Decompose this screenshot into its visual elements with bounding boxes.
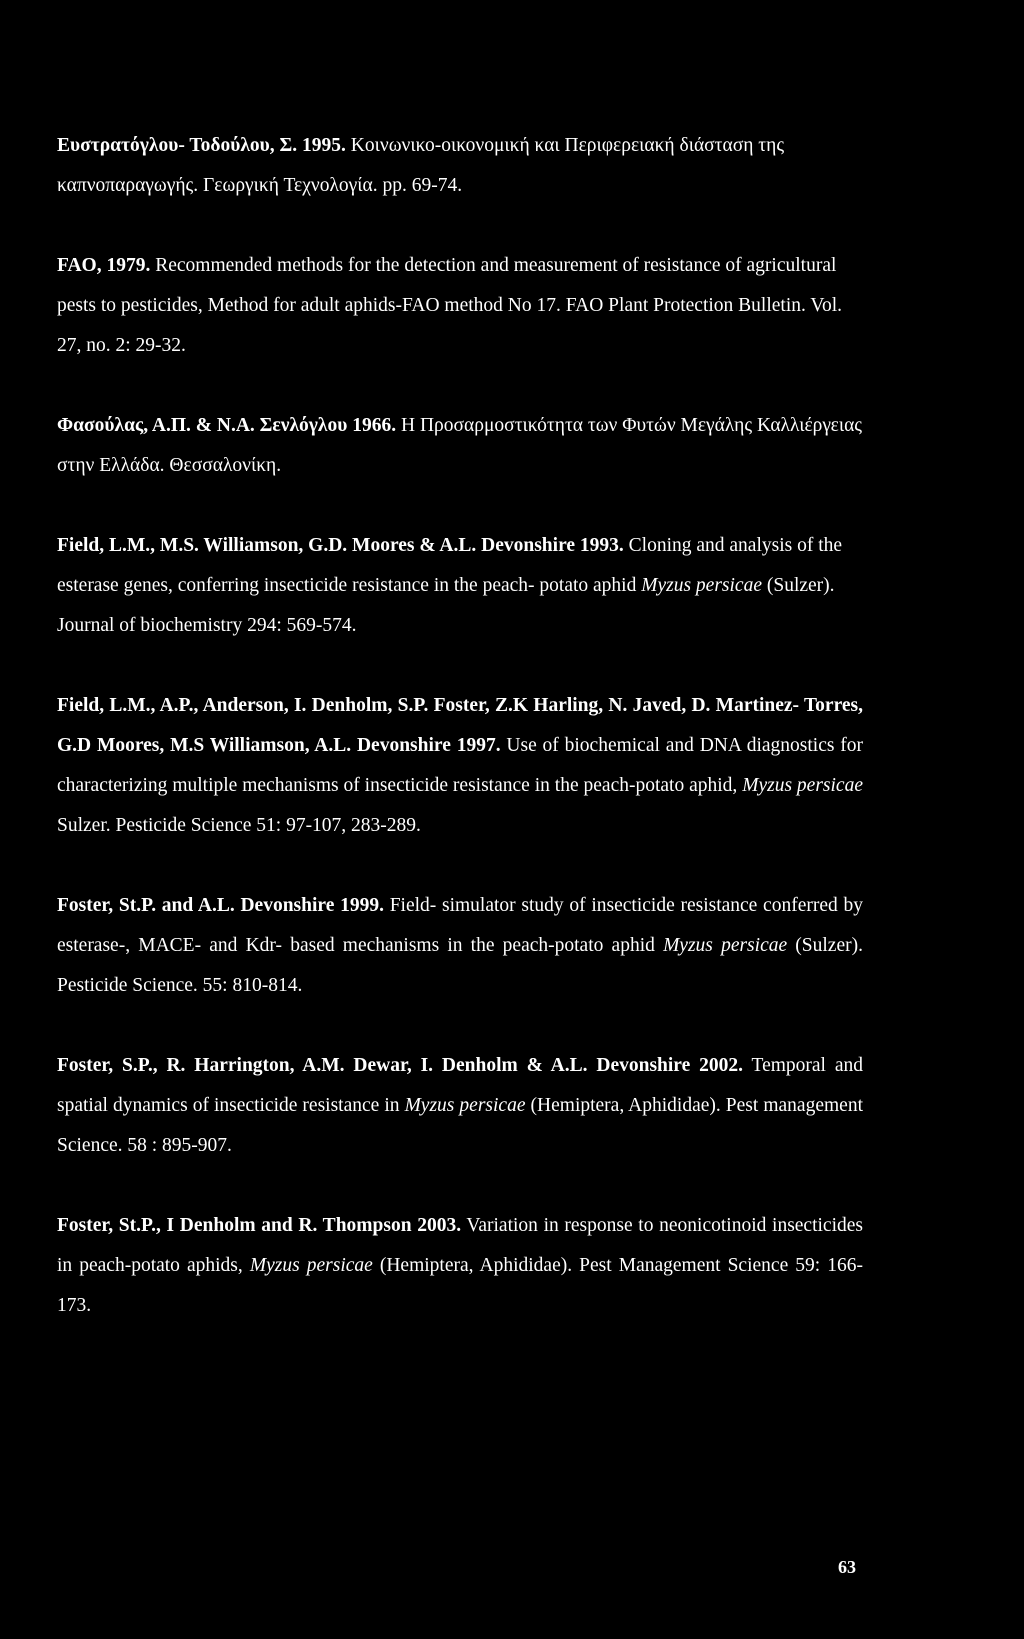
reference-list: [57, 126, 863, 1366]
reference-text: Field- simulator study of insecticide resistance conferred by esterase-, MACE- and Kdr- based mechanisms in the peach-potato aphid: [57, 895, 863, 956]
species-name: Myzus persicae: [641, 575, 762, 596]
species-name: Myzus persicae: [249, 1255, 373, 1276]
reference-text: Η Προσαρμοστικότητα των Φυτών Μεγάλης Καλλιέργειας στην Ελλάδα. Θεσσαλονίκη.: [57, 415, 863, 476]
reference-authors: Foster, St.P. and A.L. Devonshire 1999.: [57, 895, 384, 916]
reference-text-end: (Hemiptera, Aphididae). Pest management Science. 58 : 895-907.: [57, 1095, 863, 1156]
reference-entry: [57, 246, 863, 366]
reference-text-end: Sulzer. Pesticide Science 51: 97-107, 283-289.: [57, 815, 421, 836]
reference-authors: Φασούλας, Α.Π. & Ν.Α. Σενλόγλου 1966.: [57, 415, 397, 436]
reference-text: Variation in response to neonicotinoid insecticides in peach-potato aphids,: [57, 1215, 863, 1276]
reference-entry: [57, 686, 863, 846]
reference-entry: [57, 1206, 863, 1326]
reference-text: Temporal and spatial dynamics of insecticide resistance in: [57, 1055, 863, 1116]
reference-entry: [57, 526, 863, 646]
reference-text: Use of biochemical and DNA diagnostics for characterizing multiple mechanisms of insecticide resistance in the peach-potato aphid,: [57, 735, 864, 796]
species-name: Myzus persicae: [404, 1095, 526, 1116]
reference-authors: FAO, 1979.: [57, 255, 151, 276]
page-number: 63: [838, 1557, 856, 1577]
reference-entry: [57, 126, 863, 206]
reference-entry: [57, 406, 863, 486]
species-name: Myzus persicae: [663, 935, 788, 956]
reference-authors: Ευστρατόγλου- Τοδούλου, Σ. 1995.: [57, 135, 346, 156]
reference-text: Κοινωνικο-οικονομική και Περιφερειακή διάσταση της καπνοπαραγωγής. Γεωργική Τεχνολογία. pp. 69-74.: [57, 135, 785, 196]
reference-authors: Field, L.M., A.P., Anderson, I. Denholm, S.P. Foster, Z.K Harling, N. Javed, D. Martinez- Torres, G.D Moores, M.S Williamson, A.L. Devonshire 1997.: [57, 695, 863, 756]
species-name: Myzus persicae: [742, 775, 863, 796]
reference-entry: [57, 886, 863, 1006]
reference-text: Cloning and analysis of the esterase genes, conferring insecticide resistance in the peach- potato aphid: [57, 535, 843, 596]
reference-text-end: (Sulzer). Journal of biochemistry 294: 569-574.: [57, 575, 835, 636]
reference-text-end: (Sulzer). Pesticide Science. 55: 810-814.: [57, 935, 863, 996]
reference-entry: [57, 1046, 863, 1166]
reference-text: Recommended methods for the detection and measurement of resistance of agricultural pests to pesticides, Method for adult aphids-FAO method No 17. FAO Plant Protection Bulletin. Vol. 27, no. 2: 29-32.: [57, 255, 843, 356]
reference-authors: Field, L.M., M.S. Williamson, G.D. Moores & A.L. Devonshire 1993.: [57, 535, 624, 556]
reference-authors: Foster, S.P., R. Harrington, A.M. Dewar, I. Denholm & A.L. Devonshire 2002.: [57, 1055, 744, 1076]
reference-authors: Foster, St.P., I Denholm and R. Thompson 2003.: [57, 1215, 462, 1236]
reference-text-end: (Hemiptera, Aphididae). Pest Management Science 59: 166-173.: [57, 1255, 864, 1316]
